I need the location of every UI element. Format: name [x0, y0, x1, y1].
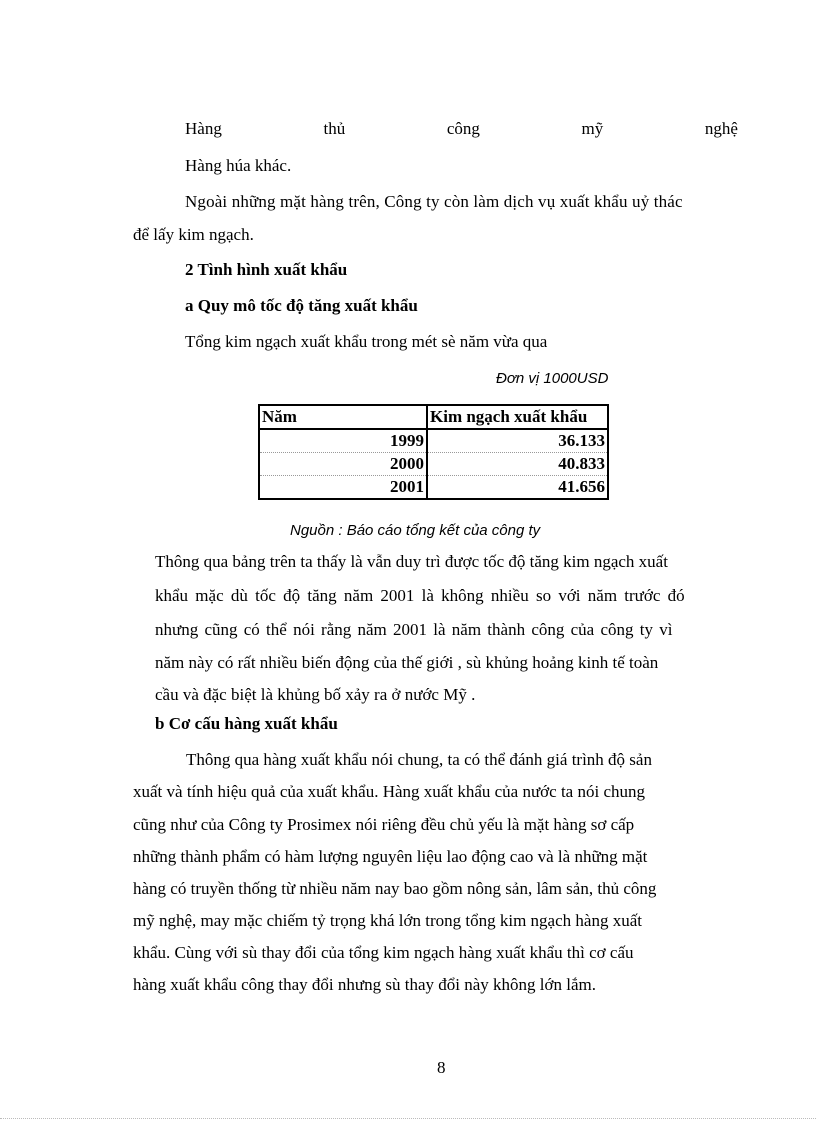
export-table	[258, 404, 609, 500]
page-bottom-divider	[0, 1118, 816, 1119]
word: nghệ	[704, 119, 738, 138]
table-row	[259, 453, 608, 476]
section-heading-2: 2 Tình hình xuất khẩu	[185, 260, 348, 279]
paragraph-b-line-6: mỹ nghệ, may mặc chiếm tỷ trọng khá lớn trong tổng kim ngạch hàng xuất	[133, 911, 642, 930]
paragraph-a-line-3: nhưng cũng có thể nói rằng năm 2001 là năm thành công của công ty vì	[155, 620, 673, 639]
paragraph-b-line-5: hàng có truyền thống từ nhiều năm nay bao gồm nông sản, lâm sản, thủ công	[133, 879, 657, 898]
paragraph-b-line-4: những thành phẩm có hàm lượng nguyên liệu lao động cao và là những mặt	[133, 847, 648, 866]
word: mỹ	[581, 119, 604, 138]
year-cell: 2001	[259, 476, 427, 500]
body-line-3: Ngoài những mặt hàng trên, Công ty còn làm dịch vụ xuất khẩu uỷ thác	[185, 192, 683, 211]
word: Hàng	[185, 119, 222, 138]
paragraph-a-line-1: Thông qua bảng trên ta thấy là vẫn duy trì được tốc độ tăng kim ngạch xuất	[155, 552, 668, 571]
word: thủ	[323, 119, 346, 138]
subsection-heading-b: b Cơ cấu hàng xuất khẩu	[155, 714, 338, 733]
paragraph-a-line-2: khẩu mặc dù tốc độ tăng năm 2001 là không nhiều so với năm trước đó	[155, 586, 685, 605]
value-cell: 41.656	[558, 477, 605, 496]
paragraph-a-line-4: năm này có rất nhiều biến động của thế giới , sù khủng hoảng kinh tế toàn	[155, 653, 659, 672]
paragraph-b-line-2: xuất và tính hiệu quả của xuất khẩu. Hàng xuất khẩu của nước ta nói chung	[133, 782, 645, 801]
table-header-row	[259, 405, 608, 429]
subsection-heading-a: a Quy mô tốc độ tăng xuất khẩu	[185, 296, 418, 315]
paragraph-b-line-7: khẩu. Cùng với sù thay đổi của tổng kim ngạch hàng xuất khẩu thì cơ cấu	[133, 943, 634, 962]
value-cell: 36.133	[427, 429, 608, 453]
value-cell: 40.833	[427, 453, 608, 476]
col-header-year: Năm	[259, 405, 427, 429]
body-line-2: Hàng húa khác.	[185, 156, 292, 175]
table-row	[259, 429, 608, 453]
body-line-4: để lấy kim ngạch.	[133, 225, 254, 244]
table-source: Nguồn : Báo cáo tổng kết của công ty	[290, 522, 541, 539]
table-intro: Tổng kim ngạch xuất khẩu trong mét sè năm vừa qua	[185, 332, 548, 351]
unit-label: Đơn vị 1000USD	[496, 370, 609, 387]
paragraph-b-line-3: cũng như của Công ty Prosimex nói riêng đều chủ yếu là mặt hàng sơ cấp	[133, 815, 635, 834]
col-header-value: Kim ngạch xuất khẩu	[427, 405, 608, 429]
year-cell: 2000	[259, 453, 427, 476]
paragraph-a-line-5: cầu và đặc biệt là khủng bố xảy ra ở nước Mỹ .	[155, 685, 476, 704]
year-cell: 1999	[259, 429, 427, 453]
paragraph-b-line-8: hàng xuất khẩu công thay đổi nhưng sù thay đổi này không lớn lắm.	[133, 975, 596, 994]
page-number: 8	[437, 1058, 446, 1077]
table-row	[259, 476, 608, 500]
paragraph-b-line-1: Thông qua hàng xuất khẩu nói chung, ta có thể đánh giá trình độ sản	[186, 750, 652, 769]
word: công	[446, 119, 480, 138]
body-line-1	[185, 118, 738, 140]
